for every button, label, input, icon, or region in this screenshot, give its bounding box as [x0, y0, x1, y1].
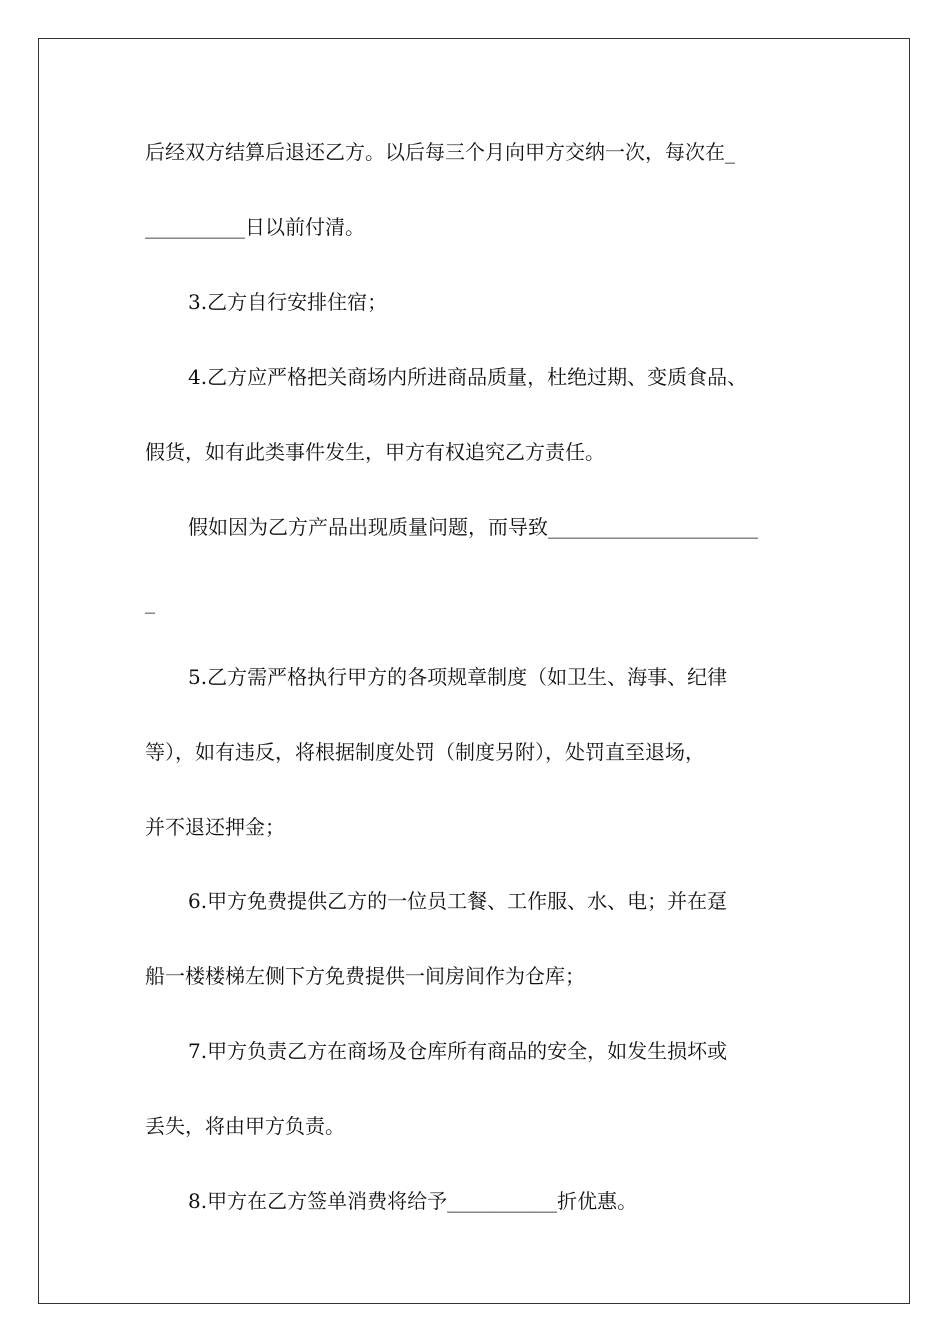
text-line-2: __________日以前付清。 — [145, 215, 365, 239]
blank-continuation: _ — [145, 590, 155, 614]
clause-7-continuation: 丢失，将由甲方负责。 — [145, 1114, 345, 1138]
clause-7: 7.甲方负责乙方在商场及仓库所有商品的安全，如发生损坏或 — [188, 1039, 728, 1063]
clause-5-continuation-2: 并不退还押金； — [145, 815, 285, 839]
clause-5-continuation-1: 等），如有违反，将根据制度处罚（制度另附），处罚直至退场， — [145, 740, 705, 764]
text-line-1: 后经双方结算后退还乙方。以后每三个月向甲方交纳一次，每次在_ — [145, 140, 735, 164]
clause-3: 3.乙方自行安排住宿； — [188, 290, 388, 314]
quality-issue-line: 假如因为乙方产品出现质量问题，而导致_____________________ — [188, 515, 758, 539]
clause-4: 4.乙方应严格把关商场内所进商品质量，杜绝过期、变质食品、 — [188, 365, 748, 389]
clause-5: 5.乙方需严格执行甲方的各项规章制度（如卫生、海事、纪律 — [188, 665, 728, 689]
clause-6-continuation: 船一楼楼梯左侧下方免费提供一间房间作为仓库； — [145, 964, 585, 988]
clause-6: 6.甲方免费提供乙方的一位员工餐、工作服、水、电；并在趸 — [188, 889, 728, 913]
clause-4-continuation: 假货，如有此类事件发生，甲方有权追究乙方责任。 — [145, 440, 605, 464]
clause-8: 8.甲方在乙方签单消费将给予___________折优惠。 — [188, 1189, 638, 1213]
